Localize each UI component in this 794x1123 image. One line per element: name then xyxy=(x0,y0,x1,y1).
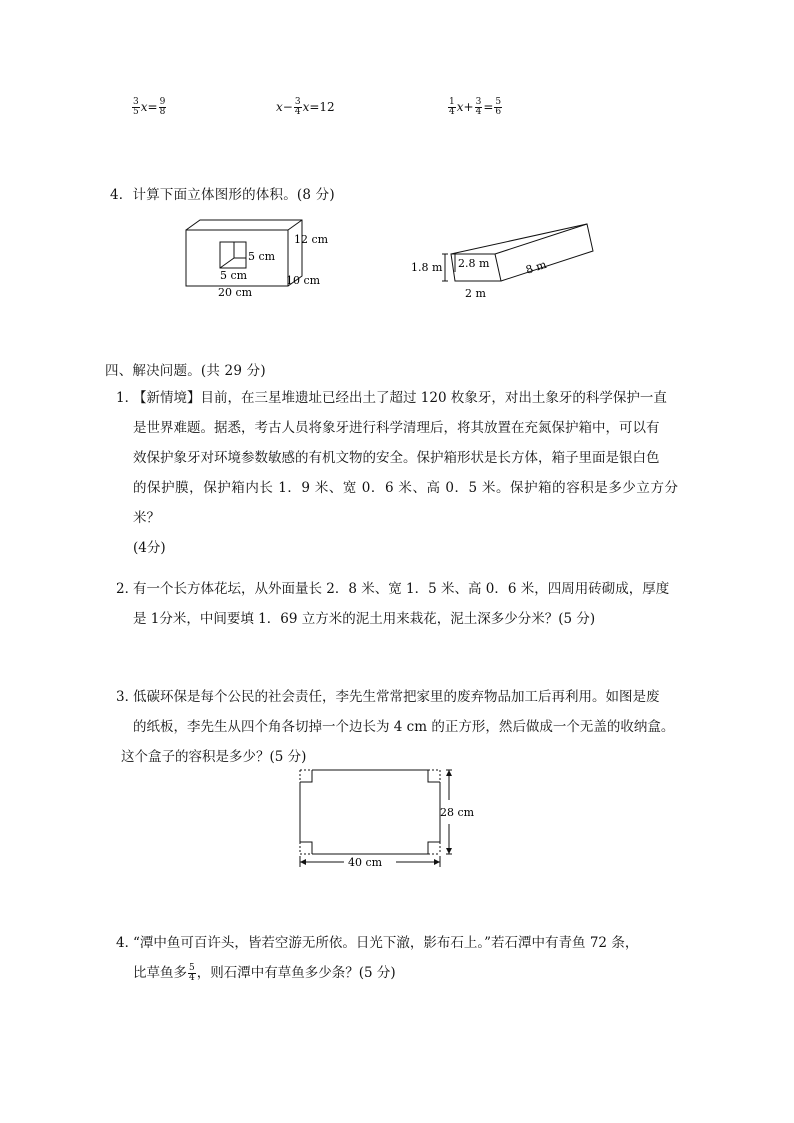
cuboid-depth-label: 10 cm xyxy=(286,274,321,287)
fraction: $\frac{5}{4}$ xyxy=(189,963,195,983)
equation-2: x− $\frac{3}{4}$ x=12 xyxy=(276,97,335,117)
cuboid-figure xyxy=(180,218,340,302)
cardboard-height-label: 28 cm xyxy=(440,806,475,819)
fraction: $\frac{9}{8}$ xyxy=(159,97,166,117)
fraction: $\frac{5}{6}$ xyxy=(495,97,502,117)
fraction: $\frac{3}{4}$ xyxy=(294,97,301,117)
problem-3-text: 低碳环保是每个公民的社会责任，李先生常常把家里的废弃物品加工后再利用。如图是废 的纸板，李先生从四个角各切掉一个边长为 4 cm 的正方形，然后做成一个无盖的收纳盒。 这个盒子的容积是多少？(5 分) xyxy=(121,689,675,765)
section-title: 四、解决问题。(共 29 分) xyxy=(105,363,266,379)
cardboard-width-label: 40 cm xyxy=(348,856,383,869)
problem-4-number: 4． xyxy=(116,935,139,951)
problem-2-text: 有一个长方体花坛，从外面量长 2．8 米、宽 1．5 米、高 0．6 米，四周用砖砌成，厚度 是 1分米，中间要填 1．69 立方米的泥土用来栽花，泥土深多少分米？(5 分) xyxy=(133,581,670,627)
prism-length-label: 8 m xyxy=(524,257,549,277)
cuboid-height-label: 12 cm xyxy=(294,233,329,246)
cardboard-figure xyxy=(296,764,486,870)
prism-inner-label: 2.8 m xyxy=(458,257,490,270)
prism-figure xyxy=(405,220,605,302)
fraction: $\frac{3}{4}$ xyxy=(475,97,482,117)
square-width-label: 5 cm xyxy=(220,269,248,282)
equation-1: $\frac{3}{5}$ x= $\frac{9}{8}$ xyxy=(133,97,166,117)
fraction: $\frac{3}{5}$ xyxy=(133,97,139,117)
square-height-label: 5 cm xyxy=(248,250,276,263)
problem-1-number: 1． xyxy=(116,390,139,406)
problem-4-text: “潭中鱼可百许头，皆若空游无所依。日光下澈，影布石上。”若石潭中有青鱼 72 条， 比草鱼多 $\frac{5}{4}$ ，则石潭中有草鱼多少条？(5 分) xyxy=(133,928,678,988)
problem-3-number: 3． xyxy=(116,689,139,705)
fraction: $\frac{1}{4}$ xyxy=(449,97,455,117)
problem-1-text: 【新情境】目前，在三星堆遗址已经出土了超过 120 枚象牙，对出土象牙的科学保护一直 是世界难题。据悉，考古人员将象牙进行科学清理后，将其放置在充氮保护箱中，可以有 效保护象牙对环境参数敏感的有机文物的安全。保护箱形状是长方体，箱子里面是银白色 的保护膜，保护箱内长 1．9 米、宽 0．6 米、高 0．5 米。保护箱的容积是多少立方分米？ (4分) xyxy=(133,390,678,556)
equation-3: $\frac{1}{4}$ x+ $\frac{3}{4}$ = $\frac{5}{6}$ xyxy=(449,97,502,117)
problem-2-number: 2． xyxy=(116,581,139,597)
question-4-text: 4．计算下面立体图形的体积。(8 分) xyxy=(110,187,335,203)
problem-4-line-2: 比草鱼多 $\frac{5}{4}$ ，则石潭中有草鱼多少条？(5 分) xyxy=(133,963,396,983)
cuboid-length-label: 20 cm xyxy=(218,286,253,299)
prism-height-label: 1.8 m xyxy=(411,261,443,274)
prism-base-label: 2 m xyxy=(465,287,486,300)
